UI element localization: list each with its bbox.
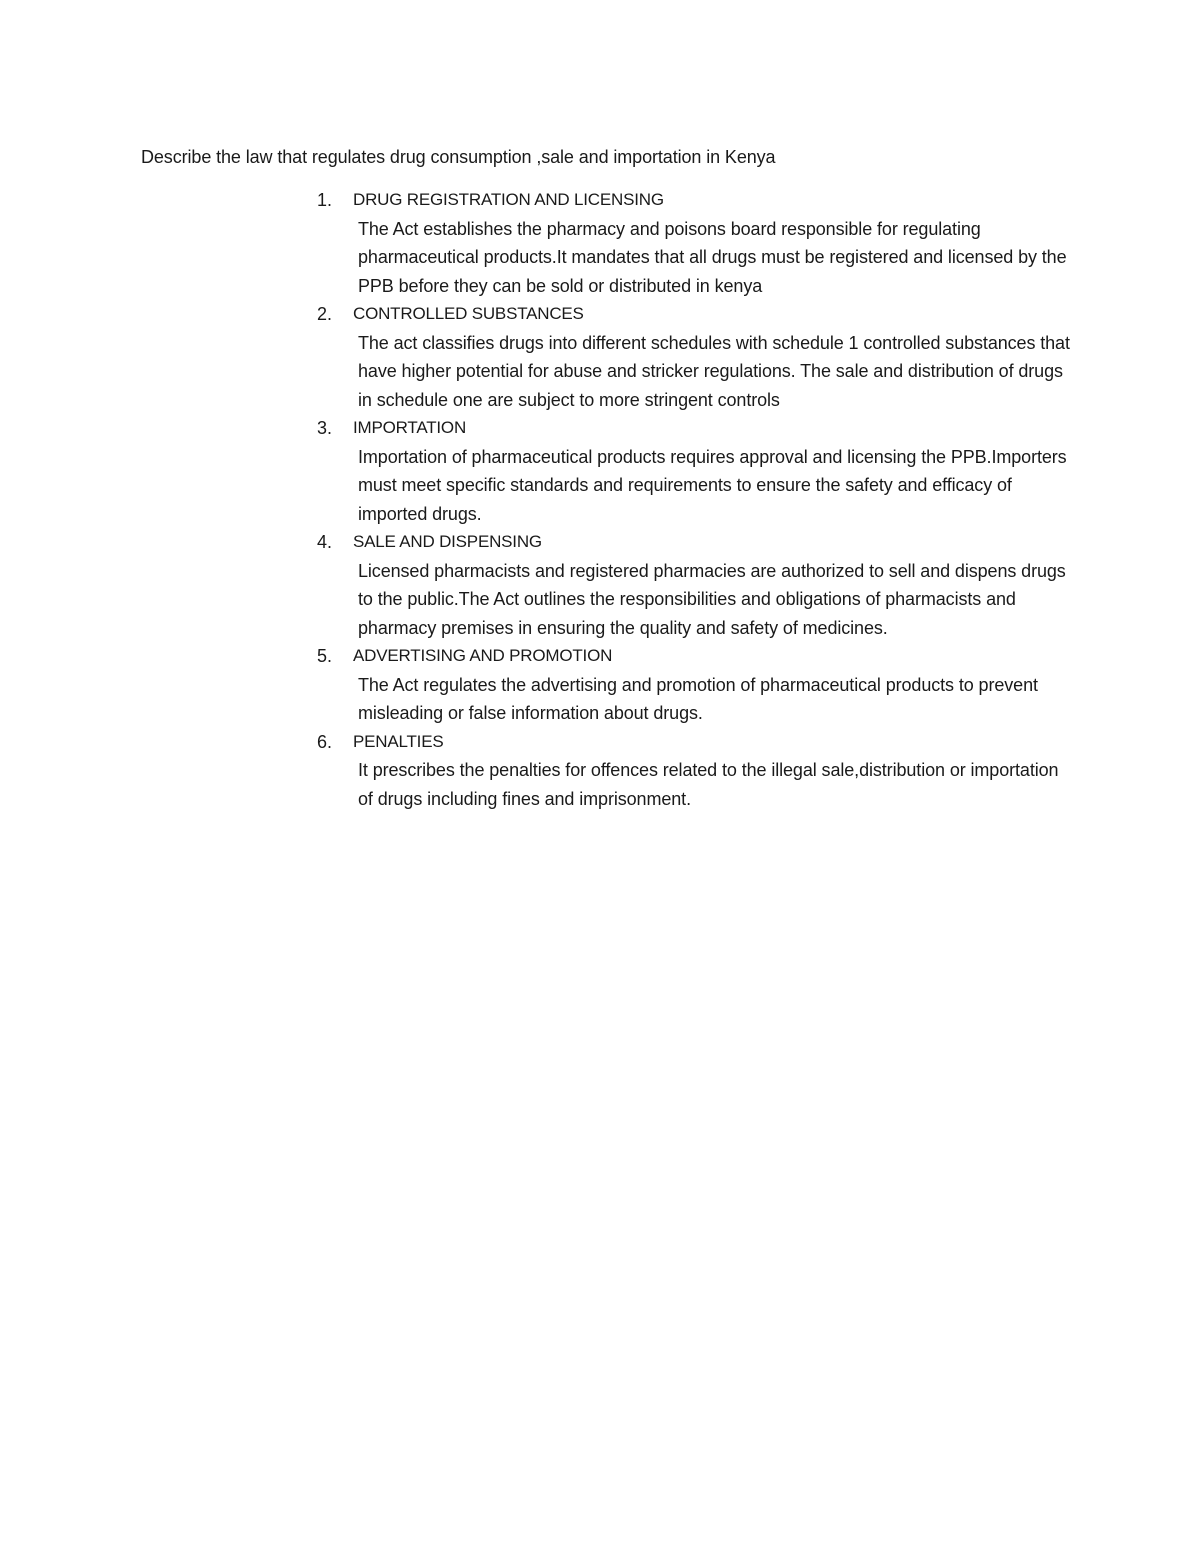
section-heading: PENALTIES (353, 731, 444, 751)
list-item (315, 300, 1075, 414)
list-item (315, 414, 1075, 528)
section-body: Importation of pharmaceutical products requires approval and licensing the PPB.Importers must meet specific standards and requirements to ensure the safety and efficacy of imported drugs. (358, 446, 1067, 524)
list-item (315, 528, 1075, 642)
section-heading: SALE AND DISPENSING (353, 532, 542, 551)
item-number: 2. (317, 304, 333, 324)
item-number: 3. (317, 418, 333, 438)
sections-list (315, 186, 1075, 813)
section-body: It prescribes the penalties for offences related to the illegal sale,distribution or importation of drugs including fines and imprisonment. (358, 760, 1059, 809)
item-number: 4. (317, 532, 333, 552)
section-heading: CONTROLLED SUBSTANCES (353, 304, 584, 323)
section-body: The act classifies drugs into different schedules with schedule 1 controlled substances that have higher potential for abuse and stricker regulations. The sale and distribution of drugs in schedule one are subject to more stringent controls (358, 332, 1070, 410)
item-number: 1. (317, 190, 333, 210)
list-item (315, 728, 1075, 814)
section-body: Licensed pharmacists and registered pharmacies are authorized to sell and dispens drugs to the public.The Act outlines the responsibilities and obligations of pharmacists and pharmacy premises in ensuring the quality and safety of medicines. (358, 560, 1066, 638)
item-number: 6. (317, 731, 333, 752)
section-heading: IMPORTATION (353, 418, 467, 437)
list-item (315, 186, 1075, 300)
section-heading: ADVERTISING AND PROMOTION (353, 646, 613, 665)
section-body: The Act establishes the pharmacy and poisons board responsible for regulating pharmaceutical products.It mandates that all drugs must be registered and licensed by the PPB before they can be sold or distributed in kenya (358, 218, 1067, 296)
section-heading: DRUG REGISTRATION AND LICENSING (353, 190, 664, 209)
item-number: 5. (317, 646, 333, 666)
section-body: The Act regulates the advertising and promotion of pharmaceutical products to prevent misleading or false information about drugs. (358, 674, 1038, 723)
question-title: Describe the law that regulates drug consumption ,sale and importation in Kenya (141, 147, 776, 167)
list-item (315, 642, 1075, 728)
